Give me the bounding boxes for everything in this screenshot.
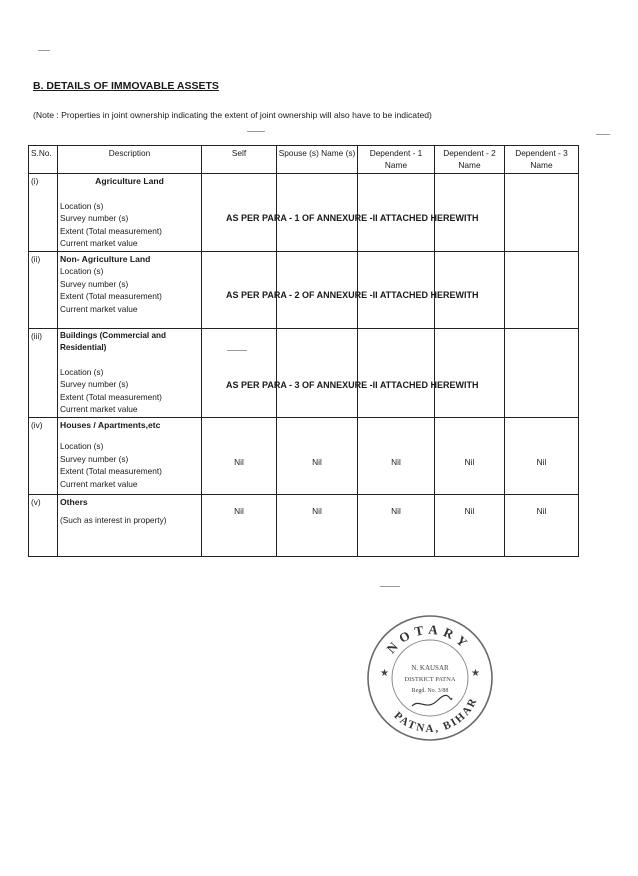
cell-spouse: Nil <box>277 494 358 556</box>
row-description <box>58 417 202 494</box>
row-description <box>58 174 202 252</box>
row-line: Survey number (s) <box>60 278 129 289</box>
row-title: Others <box>60 496 88 507</box>
cell-spouse <box>277 328 358 417</box>
row-line: Extent (Total measurement) <box>60 291 162 301</box>
svg-text:NOTARY <box>383 622 474 657</box>
col-header-sno: S.No. <box>29 146 58 174</box>
row-sno: (ii) <box>29 251 58 328</box>
cell-dependent-2: Nil <box>435 417 505 494</box>
cell-spouse: Nil <box>277 417 358 494</box>
cell-dependent-3: Nil <box>505 494 579 556</box>
immovable-assets-table <box>28 145 579 557</box>
stamp-signature <box>412 695 452 706</box>
cell-dependent-1: Nil <box>358 417 435 494</box>
cell-dependent-2 <box>435 328 505 417</box>
row-line: Location (s) <box>60 266 104 276</box>
scan-speck <box>380 586 400 587</box>
cell-self <box>202 328 277 417</box>
scan-speck <box>247 131 265 132</box>
table-row <box>29 417 579 494</box>
cell-dependent-1: Nil <box>358 494 435 556</box>
row-sno: (iv) <box>29 417 58 494</box>
cell-dependent-2: Nil <box>435 494 505 556</box>
row-line: Survey number (s) <box>60 213 129 223</box>
stamp-line-2: DISTRICT PATNA <box>404 676 456 683</box>
row-line: Survey number (s) <box>60 453 129 464</box>
row-sno: (i) <box>29 174 58 252</box>
row-line: Extent (Total measurement) <box>60 225 162 236</box>
row-line: Extent (Total measurement) <box>60 391 162 402</box>
table-row <box>29 328 579 417</box>
cell-self: Nil <box>202 494 277 556</box>
row-title: Buildings (Commercial and Residential) <box>60 330 166 352</box>
row-line: Current market value <box>60 238 138 248</box>
svg-text:★: ★ <box>471 668 480 679</box>
row-line: Survey number (s) <box>60 379 129 389</box>
scan-speck <box>596 134 610 135</box>
section-heading: B. DETAILS OF IMMOVABLE ASSETS <box>33 80 219 92</box>
table-header-row <box>29 146 579 174</box>
merged-annexure-note-1: AS PER PARA - 1 OF ANNEXURE -II ATTACHED HEREWITH <box>226 213 479 223</box>
row-line: (Such as interest in property) <box>60 515 167 525</box>
svg-text:★: ★ <box>380 668 389 679</box>
stamp-bottom-text: PATNA, BIHAR <box>391 695 480 736</box>
row-description <box>58 251 202 328</box>
row-line: Current market value <box>60 404 138 414</box>
stamp-line-3: Regd. No. 3/88 <box>411 688 449 694</box>
stamp-line-1: N. KAUSAR <box>411 664 449 672</box>
cell-dependent-1 <box>358 328 435 417</box>
row-line: Current market value <box>60 303 138 314</box>
row-line: Current market value <box>60 478 138 489</box>
row-line: Location (s) <box>60 200 104 211</box>
row-line: Location (s) <box>60 366 104 377</box>
col-header-dependent-1: Dependent - 1 Name <box>358 146 435 174</box>
row-sno: (iii) <box>29 328 58 417</box>
row-sno: (v) <box>29 494 58 556</box>
row-line: Location (s) <box>60 441 104 451</box>
notary-stamp-icon <box>364 612 496 744</box>
cell-dependent-3: Nil <box>505 417 579 494</box>
row-title: Agriculture Land <box>95 176 164 186</box>
cell-dependent-3 <box>505 328 579 417</box>
joint-ownership-note: (Note : Properties in joint ownership indicating the extent of joint ownership will also have to be indicated) <box>33 110 432 120</box>
row-title: Non- Agriculture Land <box>60 253 151 264</box>
col-header-dependent-3: Dependent - 3 Name <box>505 146 579 174</box>
col-header-description: Description <box>58 146 202 174</box>
col-header-dependent-2: Dependent - 2 Name <box>435 146 505 174</box>
table-row <box>29 494 579 556</box>
scan-speck <box>38 50 50 51</box>
merged-annexure-note-3: AS PER PARA - 3 OF ANNEXURE -II ATTACHED HEREWITH <box>226 380 479 390</box>
row-title: Houses / Apartments,etc <box>60 419 161 430</box>
scan-speck <box>227 350 247 351</box>
col-header-spouse: Spouse (s) Name (s) <box>277 146 358 174</box>
row-description <box>58 328 202 417</box>
stamp-top-text: NOTARY <box>383 621 474 657</box>
row-description <box>58 494 202 556</box>
col-header-self: Self <box>202 146 277 174</box>
cell-self: Nil <box>202 417 277 494</box>
merged-annexure-note-2: AS PER PARA - 2 OF ANNEXURE -II ATTACHED HEREWITH <box>226 290 479 300</box>
row-line: Extent (Total measurement) <box>60 466 162 476</box>
